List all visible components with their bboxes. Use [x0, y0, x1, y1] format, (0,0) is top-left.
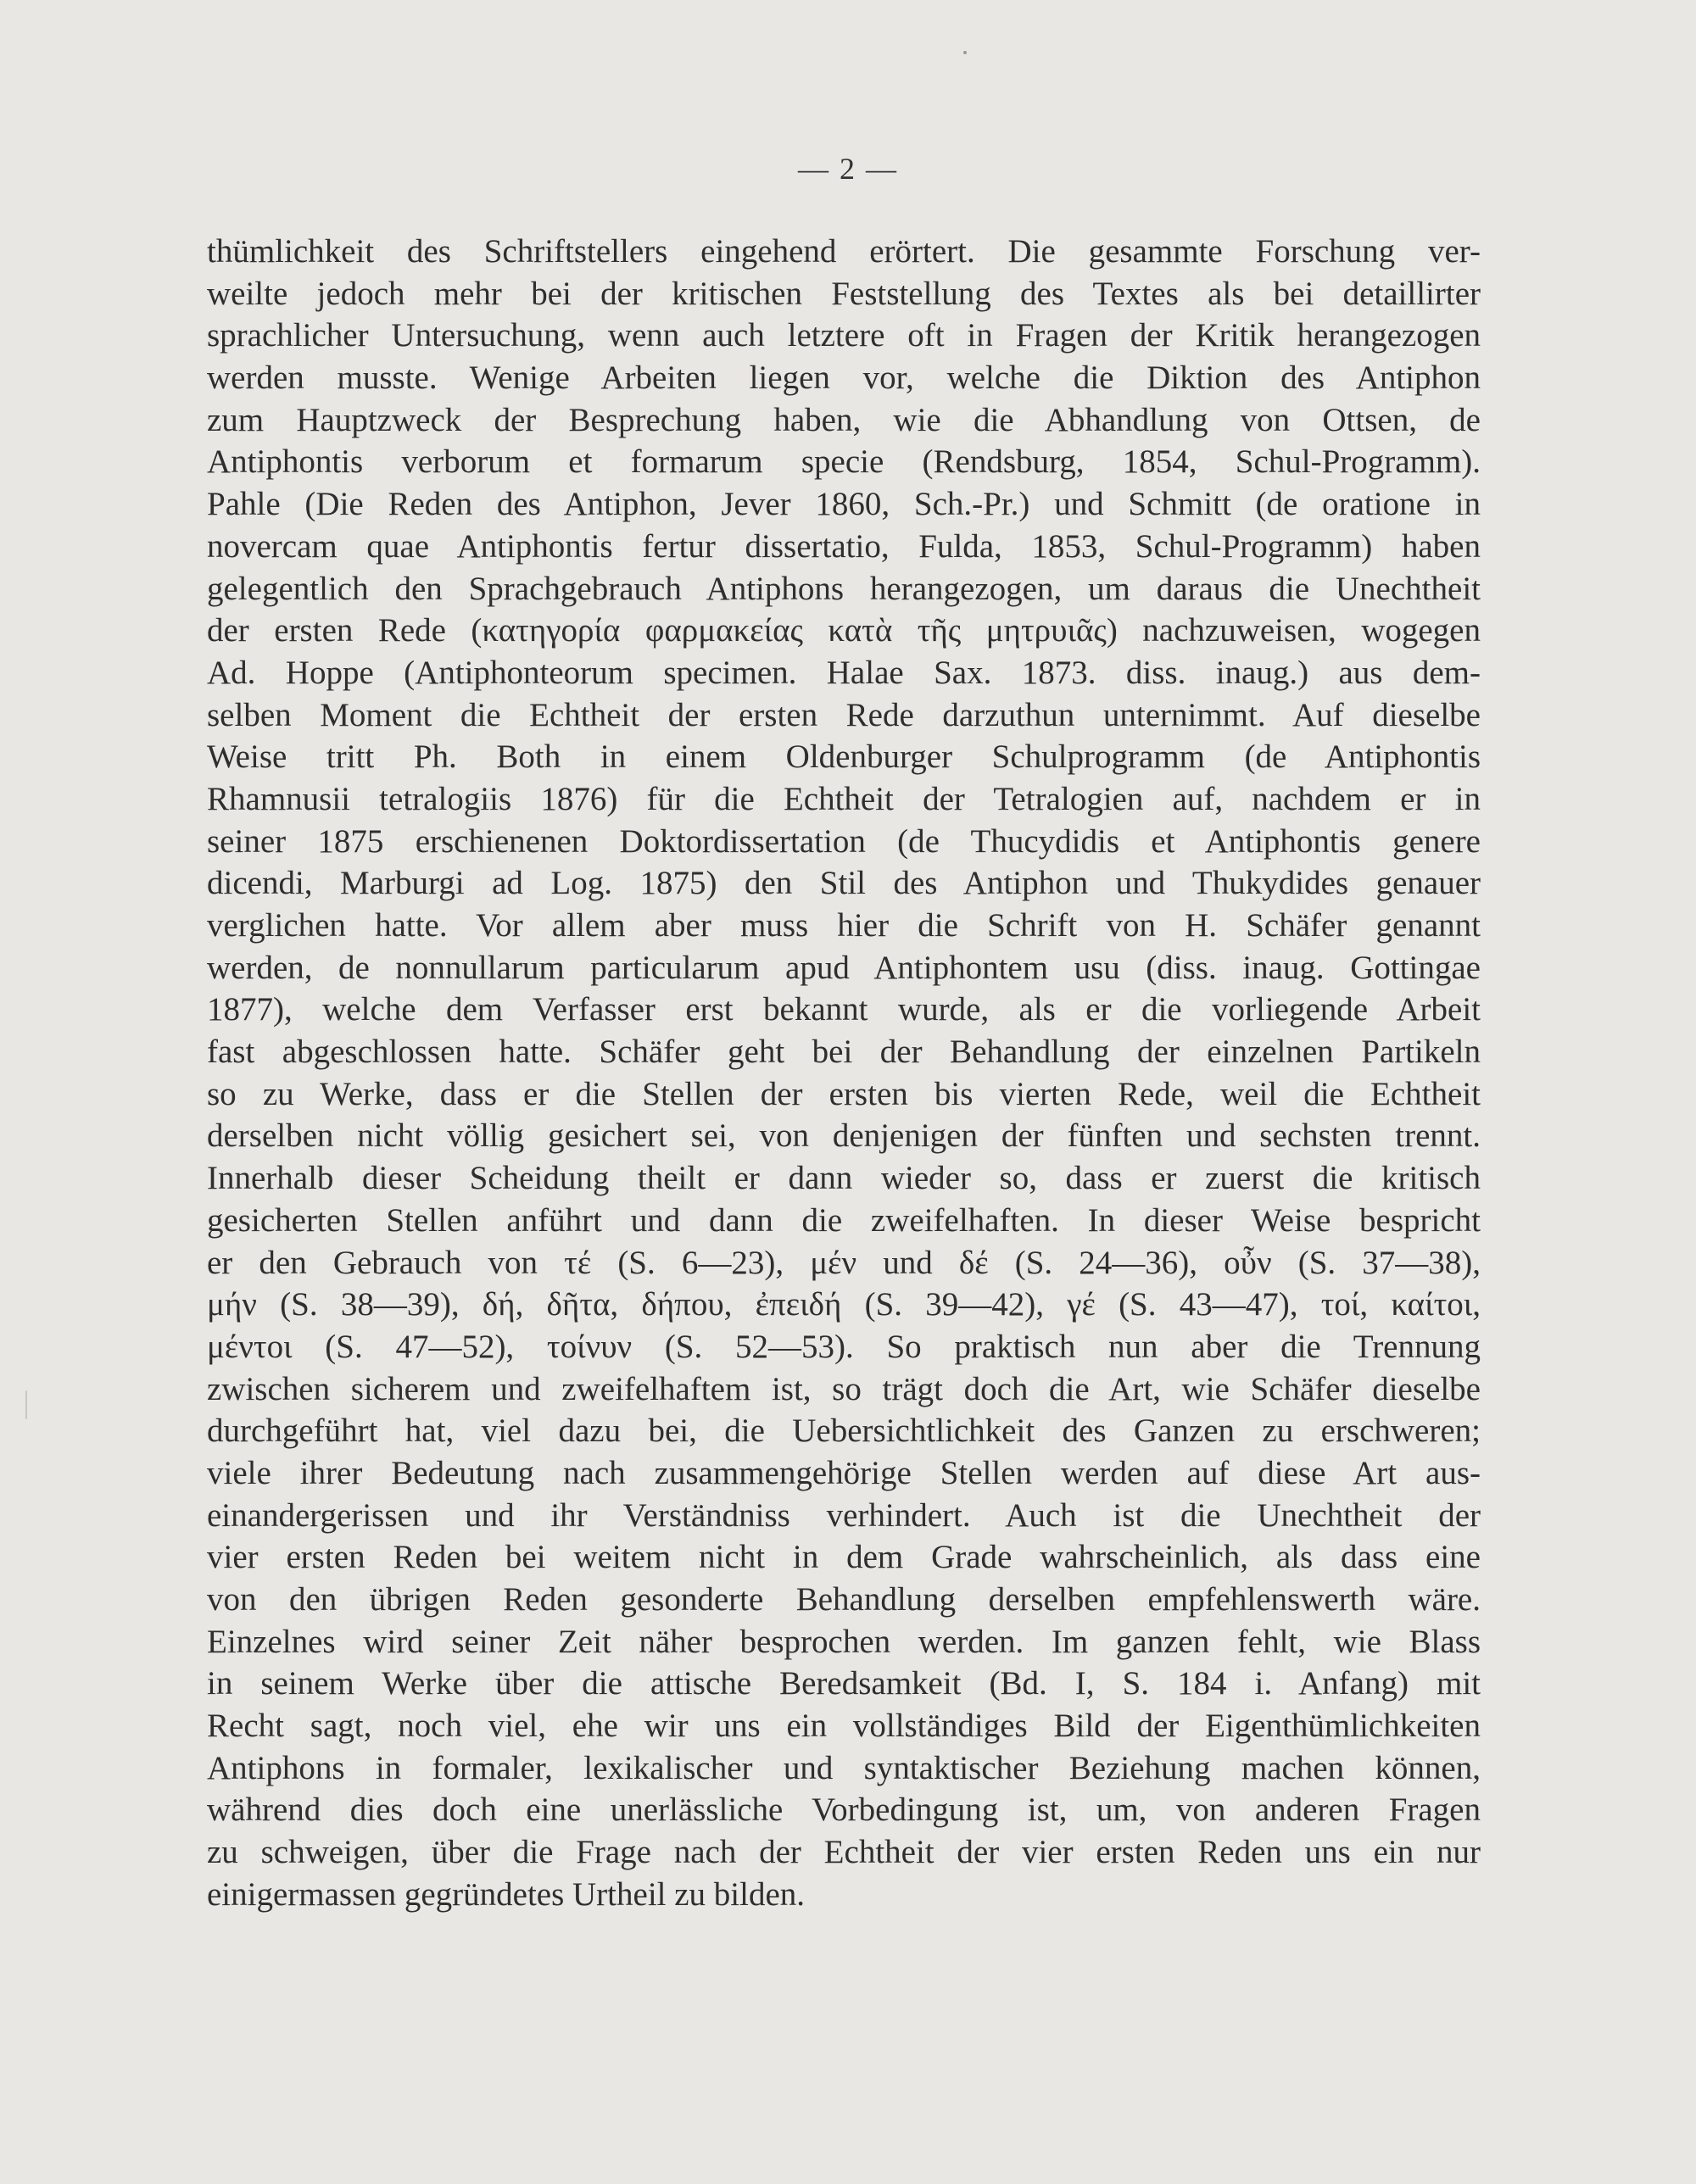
text-line: Ad. Hoppe (Antiphonteorum specimen. Halae Sax. 1873. diss. inaug.) aus dem- — [207, 654, 1481, 691]
scan-speck — [25, 1390, 27, 1419]
text-line: während dies doch eine unerlässliche Vorbedingung ist, um, von anderen Fragen — [207, 1791, 1481, 1829]
text-line: gesicherten Stellen anführt und dann die zweifelhaften. In dieser Weise bespricht — [207, 1201, 1481, 1239]
text-line: 1877), welche dem Verfasser erst bekannt wurde, als er die vorliegende Arbeit — [207, 991, 1481, 1028]
text-line: in seinem Werke über die attische Beredsamkeit (Bd. I, S. 184 i. Anfang) mit — [207, 1665, 1481, 1702]
text-line: Pahle (Die Reden des Antiphon, Jever 1860, Sch.-Pr.) und Schmitt (de oratione in — [207, 486, 1481, 523]
text-line: so zu Werke, dass er die Stellen der ersten bis vierten Rede, weil die Echtheit — [207, 1075, 1481, 1112]
text-line: werden musste. Wenige Arbeiten liegen vor, welche die Diktion des Antiphon — [207, 359, 1481, 397]
text-line: Einzelnes wird seiner Zeit näher besprochen werden. Im ganzen fehlt, wie Blass — [207, 1623, 1481, 1660]
text-line: vier ersten Reden bei weitem nicht in dem Grade wahrscheinlich, als dass eine — [207, 1539, 1481, 1576]
text-line: thümlichkeit des Schriftstellers eingehend erörtert. Die gesammte Forschung ver- — [207, 233, 1481, 270]
text-line: gelegentlich den Sprachgebrauch Antiphons herangezogen, um daraus die Unechtheit — [207, 570, 1481, 607]
text-line: Antiphons in formaler, lexikalischer und syntaktischer Beziehung machen können, — [207, 1749, 1481, 1786]
text-line: seiner 1875 erschienenen Doktordissertation (de Thucydidis et Antiphontis genere — [207, 822, 1481, 860]
text-line: Antiphontis verborum et formarum specie (Rendsburg, 1854, Schul-Programm). — [207, 443, 1481, 481]
text-line: μέντοι (S. 47—52), τοίνυν (S. 52—53). So praktisch nun aber die Trennung — [207, 1328, 1481, 1365]
text-line: Recht sagt, noch viel, ehe wir uns ein vollständiges Bild der Eigenthümlichkeiten — [207, 1708, 1481, 1745]
text-line: derselben nicht völlig gesichert sei, von denjenigen der fünften und sechsten trennt. — [207, 1117, 1481, 1155]
text-line: zwischen sicherem und zweifelhaftem ist, so trägt doch die Art, wie Schäfer dieselbe — [207, 1370, 1481, 1407]
text-line: viele ihrer Bedeutung nach zusammengehörige Stellen werden auf diese Art aus- — [207, 1454, 1481, 1491]
text-line: Innerhalb dieser Scheidung theilt er dann wieder so, dass er zuerst die kritisch — [207, 1160, 1481, 1197]
text-line: werden, de nonnullarum particularum apud Antiphontem usu (diss. inaug. Gottingae — [207, 949, 1481, 986]
text-line: weilte jedoch mehr bei der kritischen Feststellung des Textes als bei detaillirter — [207, 275, 1481, 312]
text-line: selben Moment die Echtheit der ersten Rede darzuthun unternimmt. Auf dieselbe — [207, 696, 1481, 733]
text-line: zu schweigen, über die Frage nach der Echtheit der vier ersten Reden uns ein nur — [207, 1834, 1481, 1871]
text-line: der ersten Rede (κατηγορία φαρμακείας κατὰ τῆς μητρυιᾶς) nachzuweisen, wogegen — [207, 612, 1481, 649]
text-line: verglichen hatte. Vor allem aber muss hier die Schrift von H. Schäfer genannt — [207, 907, 1481, 944]
text-line: zum Hauptzweck der Besprechung haben, wie die Abhandlung von Ottsen, de — [207, 401, 1481, 438]
text-line-final: einigermassen gegründetes Urtheil zu bilden. — [207, 1875, 806, 1913]
text-line: μήν (S. 38—39), δή, δῆτα, δήπου, ἐπειδή (S. 39—42), γέ (S. 43—47), τοί, καίτοι, — [207, 1286, 1481, 1323]
text-line: dicendi, Marburgi ad Log. 1875) den Stil des Antiphon und Thukydides genauer — [207, 865, 1481, 902]
body-text — [207, 231, 1481, 1916]
text-line: durchgeführt hat, viel dazu bei, die Uebersichtlichkeit des Ganzen zu erschweren; — [207, 1412, 1481, 1450]
text-line: novercam quae Antiphontis fertur dissertatio, Fulda, 1853, Schul-Programm) haben — [207, 527, 1481, 565]
text-line: von den übrigen Reden gesonderte Behandlung derselben empfehlenswerth wäre. — [207, 1581, 1481, 1618]
text-line: sprachlicher Untersuchung, wenn auch letztere oft in Fragen der Kritik herangezogen — [207, 317, 1481, 354]
page-number: — 2 — — [798, 152, 898, 186]
text-line: er den Gebrauch von τέ (S. 6—23), μέν und δέ (S. 24—36), οὖν (S. 37—38), — [207, 1244, 1481, 1281]
text-line: fast abgeschlossen hatte. Schäfer geht bei der Behandlung der einzelnen Partikeln — [207, 1034, 1481, 1071]
text-line: Weise tritt Ph. Both in einem Oldenburger Schulprogramm (de Antiphontis — [207, 738, 1481, 776]
scan-speck — [963, 51, 967, 54]
text-line: Rhamnusii tetralogiis 1876) für die Echtheit der Tetralogien auf, nachdem er in — [207, 780, 1481, 817]
text-line: einandergerissen und ihr Verständniss verhindert. Auch ist die Unechtheit der — [207, 1496, 1481, 1534]
